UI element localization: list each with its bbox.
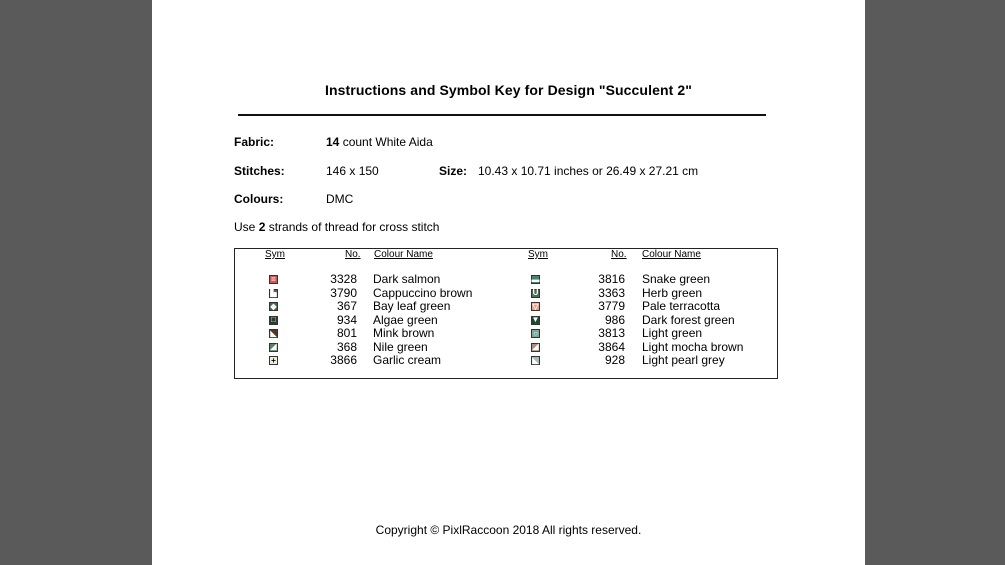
colour-name: Dark forest green [642, 312, 735, 327]
colour-name: Herb green [642, 285, 703, 300]
dmc-number: 928 [604, 353, 625, 367]
symbol-swatch-icon: U [532, 288, 539, 297]
symbol-swatch-icon: ◣ [270, 328, 277, 338]
symbol-swatch-icon: ◢ [270, 342, 277, 351]
symbol-swatch-icon: ○ [531, 329, 540, 338]
symbol-swatch-icon: ◆ [270, 301, 277, 311]
dmc-number: 3813 [598, 326, 625, 340]
colour-name: Snake green [642, 272, 711, 286]
dmc-number: 3816 [598, 272, 625, 286]
document-title: Instructions and Symbol Key for Design "Succulent 2" [325, 82, 692, 98]
fabric-value [326, 135, 433, 149]
colours-label: Colours: [234, 192, 284, 206]
size-value: 10.43 x 10.71 inches or 26.49 x 27.21 cm [478, 164, 699, 178]
colour-name: Nile green [373, 339, 428, 354]
dmc-number: 3779 [598, 299, 625, 313]
colour-name: Algae green [373, 312, 438, 327]
stitches-value: 146 x 150 [326, 164, 379, 178]
dmc-number: 3790 [330, 285, 357, 300]
colour-name: Light pearl grey [642, 353, 725, 367]
symbol-swatch-icon: ▬ [531, 274, 540, 284]
colour-name: Light green [642, 326, 703, 340]
dmc-number: 367 [336, 299, 357, 313]
dmc-number: 3866 [330, 353, 357, 367]
header-sym-right: Sym [528, 249, 548, 260]
symbol-swatch-icon: ▽ [532, 301, 539, 311]
header-no-right: No. [611, 249, 627, 260]
colour-name: Garlic cream [373, 353, 442, 367]
dmc-number: 3328 [330, 272, 357, 286]
colour-name: Light mocha brown [642, 339, 744, 354]
note-strands: 2 [258, 220, 266, 234]
symbol-swatch-icon: ▙ [270, 288, 277, 297]
symbol-key-table [234, 248, 778, 379]
note-suffix: strands of thread for cross stitch [265, 220, 440, 234]
fabric-count: 14 [326, 135, 340, 149]
thread-note [234, 220, 439, 234]
dmc-number: 3363 [598, 285, 625, 300]
document-page [152, 0, 865, 565]
fabric-rest: count White Aida [339, 135, 433, 149]
symbol-swatch-icon: ◢ [532, 342, 539, 351]
copyright-notice: Copyright © PixlRaccoon 2018 All rights reserved. [375, 523, 642, 537]
colour-name: Bay leaf green [373, 299, 451, 313]
note-prefix: Use [234, 220, 259, 234]
header-name-left: Colour Name [374, 249, 433, 260]
size-label: Size: [439, 164, 468, 178]
colours-value: DMC [326, 192, 354, 206]
header-no-left: No. [345, 249, 361, 260]
header-name-right: Colour Name [642, 249, 701, 260]
dmc-number: 986 [604, 312, 625, 327]
colour-name: Dark salmon [373, 272, 441, 286]
dmc-number: 3864 [598, 339, 625, 354]
symbol-swatch-icon: = [269, 275, 278, 284]
dmc-number: 934 [336, 312, 357, 327]
header-sym-left: Sym [265, 249, 285, 260]
symbol-swatch-icon: □ [269, 316, 278, 325]
stitches-label: Stitches: [234, 164, 285, 178]
colour-name: Pale terracotta [642, 299, 721, 313]
dmc-number: 801 [336, 326, 357, 340]
colour-name: Cappuccino brown [373, 285, 473, 300]
symbol-swatch-icon: + [269, 356, 278, 365]
dmc-number: 368 [336, 339, 357, 354]
colour-name: Mink brown [373, 326, 435, 340]
fabric-label: Fabric: [234, 135, 275, 149]
symbol-swatch-icon: ▼ [531, 315, 540, 324]
title-rule [238, 114, 766, 116]
symbol-swatch-icon: ◣ [532, 355, 539, 365]
